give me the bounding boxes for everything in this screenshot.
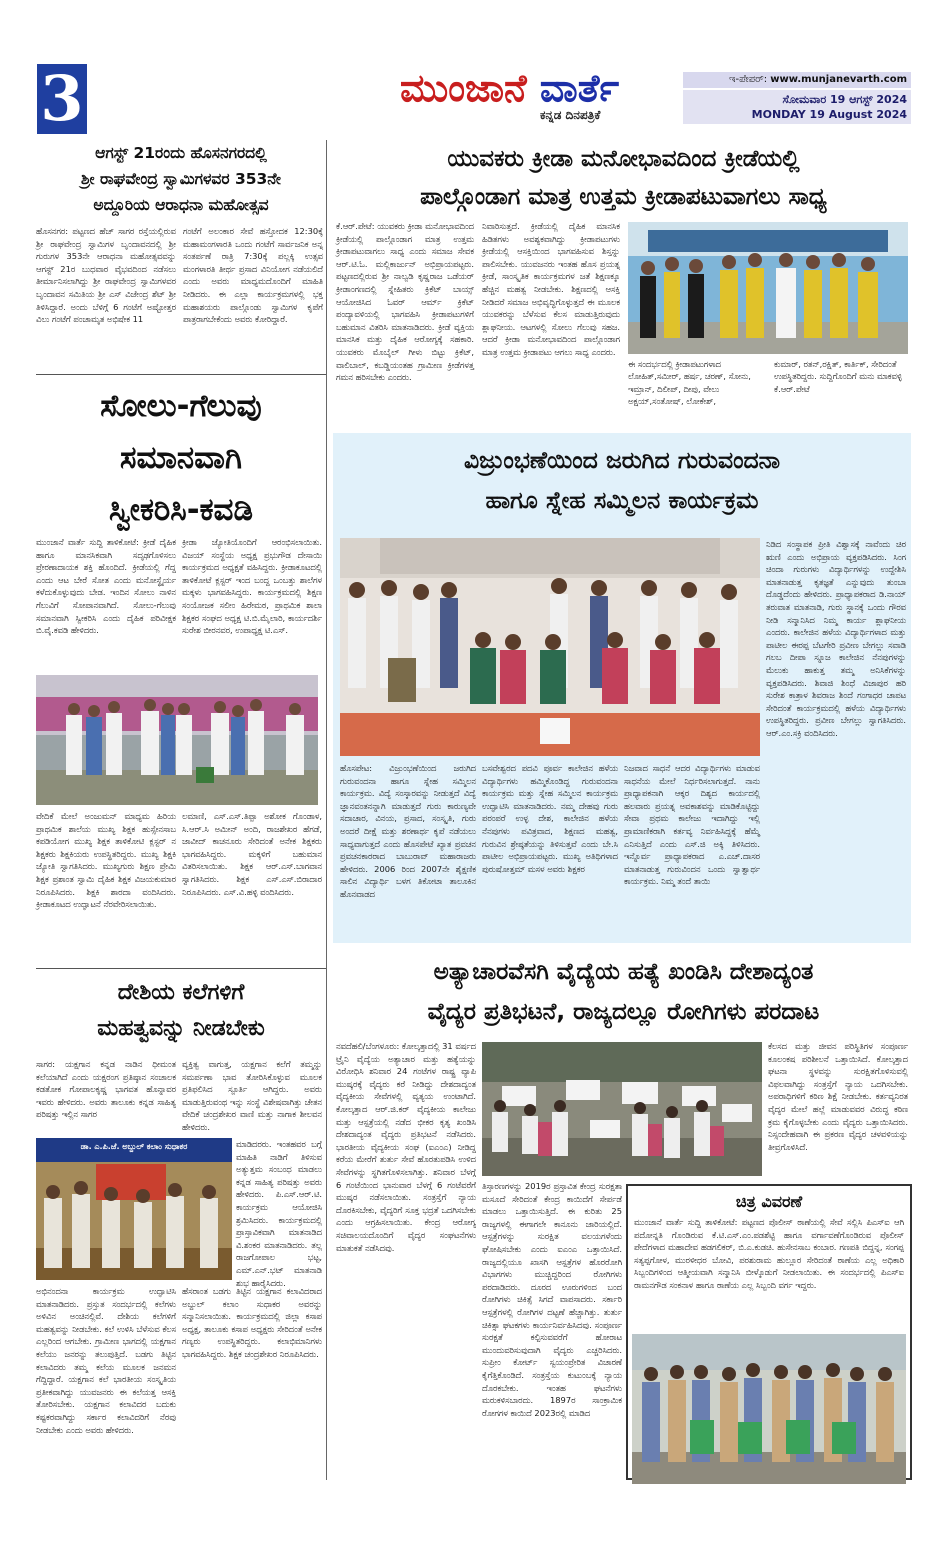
headline-line: ದೇಶಿಯ ಕಲೆಗಳಿಗೆ bbox=[117, 980, 245, 1005]
date-kannada: ಸೋಮವಾರ 19 ಆಗಸ್ಟ್ 2024 bbox=[782, 93, 907, 106]
headline-line: ಯುವಕರು ಕ್ರೀಡಾ ಮನೋಭಾವದಿಂದ ಕ್ರೀಡೆಯಲ್ಲಿ bbox=[447, 146, 800, 172]
headline-line: ವಿಜ್ರುಂಭಣೆಯಿಂದ ಜರುಗಿದ ಗುರುವಂದನಾ bbox=[463, 446, 781, 474]
epaper-label: ಇ-ಪೇಪರ್: bbox=[728, 74, 768, 85]
article-text: ಕ್ರೀಡಾ ಜ್ಯೋತಿಯೊಂದಿಗೆ ಆರಂಭಿಸಲಾಯಿತು. ವಿಜಯ್ ಸಂಸ್ಥೆಯ ಅಧ್ಯಕ್ಷ ಪ್ರಭುಗೌಡ ದೇಸಾಯಿ ಕಾರ್ಯಕ್ರಮದ ಅಧ್ಯಕ್ಷತೆ ವಹಿಸಿದ್ದರು. ಕ್ರೀಡಾಕೂಟದಲ್ಲಿ ತಾಳಿಕೋಟೆ ಕ್ಲಸ್ಟರ್ ಇಂದ ಬಂದ್ದ ಒಂಬತ್ತು ಶಾಲೆಗಳ ಮಕ್ಕಳು ಭಾಗವಹಿಸಿದ್ದರು. ಕಾರ್ಯಕ್ರಮದಲ್ಲಿ ಶಿಕ್ಷಣ ಸಂಯೋಜಕ ಸಲೀಂ ಹಿರೇಮಠ, ಪ್ರಾಥಮಿಕ ಶಾಲಾ ಶಿಕ್ಷಕರ ಸಂಘದ ಅಧ್ಯಕ್ಷ ಟಿ.ಬಿ.ಮೈಲಾರಿ, ಕಾರ್ಯದರ್ಶಿ ಸುರೇಶ ಬೀರನವರ, ಉಪಾಧ್ಯಕ್ಷ ಟಿ.ಎಸ್. bbox=[182, 537, 322, 636]
article-text: ಹೊಸನಗರ: ಪಟ್ಟಣದ ಹೆಚ್ ಸಾಗರ ರಸ್ತೆಯಲ್ಲಿರುವ ಶ್ರೀ ರಾಘವೇಂದ್ರ ಸ್ವಾಮಿಗಳ ಬೃಂದಾವನದಲ್ಲಿ ಶ್ರೀ ಗುರುಗಳ 353ನೇ ಆರಾಧನಾ ಮಹೋತ್ಸವವನ್ನು ಆಗಸ್ಟ್ 21ರ ಬುಧವಾರ ವೈಭವದಿಂದ ನಡೆಸಲು ತೀರ್ಮಾನಿಸಲಾಗಿದ್ದು ಶ್ರೀ ರಾಘವೇಂದ್ರ ಸ್ವಾಮಿಗಳವರ ಬೃಂದಾವನ ಸಮಿತಿಯ ಶ್ರೀ ಎಸ್ ವಿಜೇಂದ್ರ ಶೆಟ್ ಶ್ರೀ ತಿಳಿಸಿದ್ದಾರೆ. ಅಂದು ಬೆಳಿಗ್ಗೆ 6 ಗಂಟೆಗೆ ಅಷ್ಟೋತ್ತರ ವಿಲು ಗಂಟೆಗೆ ಪಂಚಾಮೃತ ಅಭಿಷೇಕ 11 bbox=[36, 226, 176, 325]
headline-deshiya bbox=[36, 975, 326, 1047]
article-text: ಮುಂಜಾನೆ ವಾರ್ತೆ ಸುದ್ದಿ ತಾಳಿಕೋಟೆ: ಕ್ರೀಡೆ ದೈಹಿಕ ಹಾಗೂ ಮಾನಸಿಕವಾಗಿ ಸದೃಢಗೊಳಿಸಲು ಪ್ರೇರಣಾದಾಯಕ ಶಕ್ತಿ ಹೊಂದಿದೆ. ಕ್ರೀಡೆಯಲ್ಲಿ ಗೆದ್ದ ಎಂದು ಆಟ ಬೇರೆ ಸೋತ ಎಂದು ಮನೋಸ್ಥೈರ್ಯ ಕಳೆದುಕೊಳ್ಳುವುದು ಬೇಡ. ಇಂದಿನ ಸೋಲು ನಾಳಿನ ಗೆಲುವಿಗೆ ಸೋಪಾನವಾಗಿದೆ. ಸೋಲು-ಗೆಲುವು ಸಮಾನವಾಗಿ ಸ್ವೀಕರಿಸಿ ಎಂದು ದೈಹಿಕ ಪರಿವೀಕ್ಷಕ ಬಿ.ವೈ.ಕವಡಿ ಹೇಳಿದರು. bbox=[36, 537, 176, 636]
article-text: ನವದೆಹಲಿ/ಬೆಂಗಳೂರು: ಕೋಲ್ಕತ್ತಾದಲ್ಲಿ 31 ವರ್ಷದ ಟ್ರೈನಿ ವೈದ್ಯೆಯ ಅತ್ಯಾಚಾರ ಮತ್ತು ಹತ್ಯೆಯನ್ನು ವಿರೋಧಿಸಿ ಶನಿವಾರ 24 ಗಂಟೆಗಳ ರಾಷ್ಟ್ರ ವ್ಯಾಪಿ ಮುಷ್ಕರಕ್ಕೆ ವೈದ್ಯರು ಕರೆ ನೀಡಿದ್ದು ದೇಶದಾದ್ಯಂತ ವೈದ್ಯಕೀಯ ಸೇವೆಗಳಲ್ಲಿ ವ್ಯತ್ಯಯ ಉಂಟಾಗಿದೆ. ಕೋಲ್ಕತ್ತಾದ ಆರ್.ಜಿ.ಕರ್ ವೈದ್ಯಕೀಯ ಕಾಲೇಜು ಮತ್ತು ಆಸ್ಪತ್ರೆಯಲ್ಲಿ ನಡೆದ ಭೀಕರ ಕೃತ್ಯ ಖಂಡಿಸಿ ದೇಶದಾದ್ಯಂತ ವೈದ್ಯರು ಪ್ರತಿಭಟನೆ ನಡೆಸಿದರು. ಭಾರತೀಯ ವೈದ್ಯಕೀಯ ಸಂಘ (ಐಎಂಎ) ನೀಡಿದ್ದ ಕರೆಯ ಮೇರೆಗೆ ತುರ್ತು ಸೇವೆ ಹೊರತುಪಡಿಸಿ ಉಳಿದ ಸೇವೆಗಳನ್ನು ಸ್ಥಗಿತಗೊಳಿಸಲಾಗಿತ್ತು. ಶನಿವಾರ ಬೆಳಗ್ಗೆ 6 ಗಂಟೆಯಿಂದ ಭಾನುವಾರ ಬೆಳಗ್ಗೆ 6 ಗಂಟೆವರೆಗೆ ಮುಷ್ಕರ ನಡೆಸಲಾಯಿತು. ಸಂತ್ರಸ್ತೆಗೆ ನ್ಯಾಯ ದೊರಕಿಸಬೇಕು, ವೈದ್ಯರಿಗೆ ಸೂಕ್ತ ಭದ್ರತೆ ಒದಗಿಸಬೇಕು ಎಂದು ಆಗ್ರಹಿಸಲಾಯಿತು. ಕೇಂದ್ರ ಆರೋಗ್ಯ ಸಚಿವಾಲಯದೊಂದಿಗೆ ವೈದ್ಯರ ಸಂಘಟನೆಗಳು ಮಾತುಕತೆ ನಡೆಸಿದವು. bbox=[336, 1041, 476, 1253]
article-text: ಗಂಟೆಗೆ ಅಲಂಕಾರ ಸೇವೆ ಹಸ್ತೋದಕ 12:30ಕ್ಕೆ ಮಹಾಮಂಗಳಾರತಿ ಒಂದು ಗಂಟೆಗೆ ಸಾರ್ವಜನಿಕ ಅನ್ನ ಸಂತರ್ಪಣೆ ರಾತ್ರಿ 7:30ಕ್ಕೆ ಪಲ್ಲಕ್ಕಿ ಉತ್ಸವ ಮಂಗಳಾರತಿ ತೀರ್ಥ ಪ್ರಸಾದ ವಿನಿಯೋಗ ನಡೆಯಲಿದೆ ಎಂದು ಅವರು ಮಾಧ್ಯಮದೊಂದಿಗೆ ಮಾಹಿತಿ ನೀಡಿದರು. ಈ ಎಲ್ಲಾ ಕಾರ್ಯಕ್ರಮಗಳಲ್ಲಿ ಭಕ್ತ ಮಹಾಶಯರು ಪಾಲ್ಗೊಂಡು ಸ್ವಾಮಿಗಳ ಕೃಪೆಗೆ ಪಾತ್ರರಾಗಬೇಕೆಂದು ಅವರು ಕೋರಿದ್ದಾರೆ. bbox=[183, 226, 323, 325]
section-rule bbox=[36, 968, 326, 969]
photo-yakshagana bbox=[36, 1138, 232, 1280]
headline-line: ಆಗಸ್ಟ್ 21ರಂದು ಹೊಸನಗರದಲ್ಲಿ bbox=[95, 144, 267, 162]
date-band bbox=[683, 90, 911, 124]
website-link[interactable]: www.munjanevarth.com bbox=[770, 74, 907, 85]
section-rule bbox=[36, 374, 326, 375]
title-part-1: ಮುಂಜಾನೆ bbox=[400, 65, 527, 110]
box-title: ಚಿತ್ರ ವಿವರಣೆ bbox=[735, 1192, 803, 1211]
article-text: ಅಭಿನಂದನಾ ಕಾರ್ಯಕ್ರಮ ಉದ್ಘಾಟಿಸಿ ಮಾತನಾಡಿದರು. ಪ್ರಸ್ತುತ ಸಂದರ್ಭದಲ್ಲಿ ಕಲೆಗಳು ಅಳಿವಿನ ಅಂಚಿನಲ್ಲಿವೆ. ದೇಶಿಯ ಕಲೆಗಳಿಗೆ ಮಹತ್ವವನ್ನು ನೀಡಬೇಕು. ಕಲೆ ಉಳಿಸಿ ಬೆಳೆಸುವ ಕೆಲಸ ಎಲ್ಲರಿಂದ ಆಗಬೇಕು. ಗ್ರಾಮೀಣ ಭಾಗದಲ್ಲಿ ಯಕ್ಷಗಾನ ಕಲೆಯು ಜನರನ್ನು ತಲುಪುತ್ತಿದೆ. ಬಡಗು ತಿಟ್ಟಿನ ಕಲಾವಿದರು ತಮ್ಮ ಕಲೆಯ ಮೂಲಕ ಜನಮನ ಗೆದ್ದಿದ್ದಾರೆ. ಯಕ್ಷಗಾನ ಕಲೆ ಭಾರತೀಯ ಸಂಸ್ಕೃತಿಯ ಪ್ರತೀಕವಾಗಿದ್ದು ಯುವಜನರು ಈ ಕಲೆಯತ್ತ ಆಸಕ್ತಿ ತೋರಿಸಬೇಕು. ಯಕ್ಷಗಾನ ಕಲಾವಿದರ ಬದುಕು ಕಷ್ಟಕರವಾಗಿದ್ದು ಸರ್ಕಾರ ಕಲಾವಿದರಿಗೆ ನೆರವು ನೀಡಬೇಕು ಎಂದು ಅವರು ಹೇಳಿದರು. bbox=[36, 1286, 176, 1435]
article-text: ಹೊಸಪೇಟ: ವಿಜ್ರುಂಭಣೆಯಿಂದ ಜರುಗಿದ ಗುರುವಂದನಾ ಹಾಗೂ ಸ್ನೇಹ ಸಮ್ಮಿಲನ ಕಾರ್ಯಕ್ರಮ. ವಿದ್ಯೆ ಸಂಸ್ಕಾರವನ್ನು ನೀಡುತ್ತದೆ ವಿದ್ಯೆ ಜ್ಞಾನವಂತನನ್ನಾಗಿ ಮಾಡುತ್ತದೆ ಗುರು ಕಾರುಣ್ಯವೇ ಸದಾಚಾರ, ವಿನಯ, ಪ್ರಸಾದ, ಸಂಸ್ಕೃತಿ, ಗುರು ಅಂದರೆ ದೀಕ್ಷೆ ಮತ್ತು ಶರಣಾರ್ಥ ಕೃಪೆ ನಡೆಯಲು ಸಾಧ್ಯವಾಗುತ್ತದೆ ಎಂದು ಹೊಸಪೇಟೆ ಖ್ಯಾತ ಪ್ರವಚನ ಪ್ರವಚನಕಾರರಾದ ಬಾಬುರಾವ್ ಮಹಾರಾಜರು ಹೇಳಿದರು. 2006 ರಿಂದ 2007ನೇ ಶೈಕ್ಷಣಿಕ ಸಾಲಿನ ವಿದ್ಯಾರ್ಥಿ ಬಳಗ ತಿಕೋಟಾ ತಾಲೂಕಿನ ಹೊನವಾಡದ bbox=[340, 763, 476, 899]
headline-solu bbox=[36, 380, 326, 536]
article-text: ನಿಡಿದ ಸಂಸ್ಥಾಪಕ ಪ್ರೀತಿ ವಿಶ್ವಾಸಕ್ಕೆ ನಾವೆಂದು ಚಿರ ಋಣಿ ಎಂದು ಅಭಿಪ್ರಾಯ ವ್ಯಕ್ತಪಡಿಸಿದರು. ಸಿಂಗ ಚಿಂದಾ ಗುರುಗಳು ವಿದ್ಯಾರ್ಥಿಗಳನ್ನು ಉದ್ದೇಶಿಸಿ ಮಾತನಾಡುತ್ತ ಕೃತಜ್ಞತೆ ಎನ್ನುವುದು ತುಂಬಾ ದೊಡ್ಡದೆಂದು ಹೇಳಿದರು. ಪ್ರಾಧ್ಯಾಪಕರಾದ ಡಿ.ನಾಯ್ ತರುವಾತ ಮಾತನಾಡಿ, ಗುರು ಸ್ಥಾನಕ್ಕೆ ಒಂದು ಗೌರವ ನೀಡಿ ಸನ್ಮಾನಿಸಿದ ನಿಮ್ಮ ಕಾರ್ಯ ಶ್ಲಾಘನೀಯ ಎಂದರು. ಕಾಲೇಜಿನ ಹಳೆಯ ವಿದ್ಯಾರ್ಥಿಗಳಾದ ಮತ್ತು ಪಾಟೀಲ ಈರಪ್ಪ ಬೆಟಗೇರಿ ಪ್ರವೀಣ ಬೇಗಲ್ಲು ಸವಾಡಿ ಗಲಬ ದೀಪಾ ಸ್ನೂಜ ಕಾಲೇಜಿನ ನೆನಪುಗಳನ್ನು ಮೆಲುಕು ಹಾಕುತ್ತ ತಮ್ಮ ಅನಿಸಿಕೆಗಳನ್ನು ವ್ಯಕ್ತಪಡಿಸಿದರು. ಶಿವಾಜಿ ಶಿಂಧೆ ವಿಜಾಪುರ ಹರಿ ಸುರೇಶ ಕಾತ್ರಾಳ ಶಿವರಾಜ ಶಿಂದೆ ಗಂಗಾಧರ ಚಾಪಟ ಸೇರಿದಂತೆ ಕಾರ್ಯಕ್ರಮದಲ್ಲಿ ಹಳೆಯ ವಿದ್ಯಾರ್ಥಿಗಳು ಉಪಸ್ಥಿತರಿದ್ದರು. ಪ್ರವೀಣ ಬೇಗಲ್ಲು ಸ್ವಾಗತಿಸಿದರು. ಆರ್.ಎಂ.ಸಕ್ರಿ ವಂದಿಸಿದರು. bbox=[766, 539, 906, 738]
headline-line: ಪಾಲ್ಗೊಂಡಾಗ ಮಾತ್ರ ಉತ್ತಮ ಕ್ರೀಡಾಪಟುವಾಗಲು ಸಾಧ್ಯ bbox=[420, 184, 827, 210]
headline-line: ಅದ್ದೂರಿಯ ಆರಾಧನಾ ಮಹೋತ್ಸವ bbox=[93, 196, 269, 214]
headline-guruvandana bbox=[336, 440, 908, 520]
photo-caption: ಕುಮಾರ್, ರತನ್,ರಕ್ಷಿತ್, ಕಾರ್ತಿಕ್, ಸೇರಿದಂತೆ ಉಪಸ್ಥಿತರಿದ್ದರು. ಸುದ್ದಿಗೊಂದಿಗೆ ಮನು ಮಾಕವಳ್ಳಿ ಕೆ.ಆರ್.ಪೇಟೆ bbox=[774, 359, 902, 394]
photo-description-box bbox=[626, 1184, 912, 1480]
headline-line: ಅತ್ಯಾಚಾರವೆಸಗಿ ವೈದ್ಯೆಯ ಹತ್ಯೆ ಖಂಡಿಸಿ ದೇಶಾದ್ಯಂತ bbox=[433, 959, 814, 985]
date-english: MONDAY 19 August 2024 bbox=[751, 108, 907, 121]
photo-banner-text: ಡಾ. ಎ.ಪಿ.ಜೆ. ಅಬ್ದುಲ್ ಕಲಾಂ ಸುಧಾಕರ bbox=[80, 1142, 188, 1151]
article-text: ವೇದಿಕೆ ಮೇಲೆ ಅಂಜುಮನ್ ಮಾಧ್ಯಮ ಹಿರಿಯ ಪ್ರಾಥಮಿಕ ಶಾಲೆಯ ಮುಖ್ಯ ಶಿಕ್ಷಕ ಹುಸ್ಸೇನಸಾಬ ಕಪಡಿಯೋಗ ಮುಖ್ಯ ಶಿಕ್ಷಕ ತಾಳಿಕೋಟಿ ಕ್ಲಸ್ಟರ್ ನ ಶಿಕ್ಷಕರು ಶಿಕ್ಷಕಿಯರು ಉಪಸ್ಥಿತರಿದ್ದರು. ಮುಖ್ಯ ಶಿಕ್ಷಕಿ ಜ್ಯೋತಿ ಸ್ವಾಗತಿಸಿದರು. ಮುಖ್ಯಗುರು ಶಿಕ್ಷಣ ಪ್ರೇಮಿ ಶಿಕ್ಷಕ ಪ್ರಶಾಂತ ಸ್ವಾಮಿ ದೈಹಿಕ ಶಿಕ್ಷಕ ವಿಜಯಕುಮಾರ ನಿರೂಪಿಸಿದರು. ಶಿಕ್ಷಕಿ ಶಾರದಾ ವಂದಿಸಿದರು. ಕ್ರೀಡಾಕೂಟದ ಉದ್ಘಾಟನೆ ನೆರವೇರಿಸಲಾಯಿತು. bbox=[36, 811, 176, 910]
headline-doctor bbox=[336, 952, 911, 1032]
article-text: ಹೆಸರಾಂತ ಬಡಗು ತಿಟ್ಟಿನ ಯಕ್ಷಗಾನ ಕಲಾವಿದರಾದ ಅಬ್ದುಲ್ ಕಲಾಂ ಸುಧಾಕರ ಅವರನ್ನು ಸನ್ಮಾನಿಸಲಾಯಿತು. ಕಾರ್ಯಕ್ರಮದಲ್ಲಿ ಜಿಲ್ಲಾ ಕಸಾಪ ಅಧ್ಯಕ್ಷ, ತಾಲೂಕು ಕಸಾಪ ಅಧ್ಯಕ್ಷರು ಸೇರಿದಂತೆ ಅನೇಕ ಗಣ್ಯರು ಉಪಸ್ಥಿತರಿದ್ದರು. ಕಲಾಭಿಮಾನಿಗಳು ಭಾಗವಹಿಸಿದ್ದರು. ಶಿಕ್ಷಕ ಚಂದ್ರಶೇಖರ ನಿರೂಪಿಸಿದರು. bbox=[182, 1286, 322, 1359]
newspaper-title bbox=[400, 66, 670, 110]
headline bbox=[36, 140, 326, 218]
headline-line: ಹಾಗೂ ಸ್ನೇಹ ಸಮ್ಮಿಲನ ಕಾರ್ಯಕ್ರಮ bbox=[485, 486, 759, 514]
headline-line: ಶ್ರೀ ರಾಘವೇಂದ್ರ ಸ್ವಾಮಿಗಳವರ 353ನೇ bbox=[80, 170, 282, 188]
headline-sports bbox=[336, 140, 911, 216]
article-text: ಬಸವೇಶ್ವರದ ಪದವಿ ಪೂರ್ವ ಕಾಲೇಜಿನ ಹಳೆಯ ವಿದ್ಯಾರ್ಥಿಗಳು ಹಮ್ಮಿಕೊಂಡಿದ್ದ ಗುರುವಂದನಾ ಕಾರ್ಯಕ್ರಮ ಮತ್ತು ಸ್ನೇಹ ಸಮ್ಮಿಲನ ಕಾರ್ಯಕ್ರಮ ಉದ್ಘಾಟಿಸಿ ಮಾತನಾಡಿದರು. ನಮ್ಮ ದೇಹವು ಗುರು ಪರಂಪರೆ ಉಳ್ಳ ದೇಶ, ಕಾಲೇಜಿನ ಹಳೆಯ ನೆನಪುಗಳು ಪವಿತ್ರವಾದ, ಶಿಕ್ಷಣದ ಮಹತ್ವ, ಗುರುವಿನ ಶ್ರೇಷ್ಠತೆಯನ್ನು ತಿಳಿಸುತ್ತವೆ ಎಂದು ಬೇ.ಸಿ ಪಾಟೀಲ ಅಭಿಪ್ರಾಯಪಟ್ಟರು. ಮುಖ್ಯ ಅತಿಥಿಗಳಾದ ಪುರುಷೋತ್ತಮ್ ಮಸಳ ಅವರು ಶಿಕ್ಷಕರ bbox=[482, 763, 618, 874]
headline-line: ವೈದ್ಯರ ಪ್ರತಿಭಟನೆ, ರಾಜ್ಯದಲ್ಲೂ ರೋಗಿಗಳು ಪರದಾಟ bbox=[427, 999, 820, 1025]
photo-doctor-protest bbox=[482, 1042, 762, 1176]
epaper-band bbox=[683, 72, 911, 88]
headline-line: ಸೋಲು-ಗೆಲುವು bbox=[100, 388, 262, 424]
headline-line: ಸಮಾನವಾಗಿ bbox=[120, 440, 242, 476]
article-text: ಮಾಡಿದರರು. ಇಂತಹವರ ಬಗ್ಗೆ ಮಾಹಿತಿ ನಾಡಿಗೆ ತಿಳಿಸುವ ಅತ್ಯುತ್ತಮ ಸಂಬಂಧ ಮಾಡಲು ಕನ್ನಡ ಸಾಹಿತ್ಯ ಪರಿಷತ್ತು ಅವರು ಹೇಳಿದರು. ಪಿ.ಎಸ್.ಆರ್.ಟಿ. ಕಾರ್ಯಕ್ರಮ ಆಯೋಜಿಸಿ ಶ್ರಮಿಸಿದರು. ಕಾರ್ಯಕ್ರಮದಲ್ಲಿ ಪ್ರಾಸ್ತಾವಿಕವಾಗಿ ಮಾತನಾಡಿದ ವಿ.ಶಂಕರ ಮಾತನಾಡಿದರು. ತಲ್ಲ ರಾಜಗೋಪಾಲ ಭಟ್ಟ, ಎಮ್.ಎನ್.ಭಟ್ ಮಾತನಾಡಿ ಶುಭ ಹಾರೈಸಿದರು. bbox=[236, 1139, 322, 1288]
article-raghavendra bbox=[36, 140, 326, 218]
article-text: ತಿಸ್ತಾರಣಗಳನ್ನು 2019ರ ಪ್ರಸ್ತಾವಿತ ಕೇಂದ್ರ ಸುರಕ್ಷತಾ ಮಸೂದೆ ಸೇರಿದಂತೆ ಕೇಂದ್ರ ಕಾಯಿದೆಗೆ ಸೇರ್ಪಡೆ ಮಾಡಲು ಒತ್ತಾಯಿಸುತ್ತಿದೆ. ಈ ಕುರಿತು 25 ರಾಜ್ಯಗಳಲ್ಲಿ ಈಗಾಗಲೇ ಕಾನೂನು ಜಾರಿಯಲ್ಲಿದೆ. ಆಸ್ಪತ್ರೆಗಳನ್ನು ಸುರಕ್ಷಿತ ವಲಯಗಳೆಂದು ಘೋಷಿಸಬೇಕು ಎಂದು ಐಎಂಎ ಒತ್ತಾಯಿಸಿದೆ. ರಾಜ್ಯದಲ್ಲಿಯೂ ಖಾಸಗಿ ಆಸ್ಪತ್ರೆಗಳ ಹೊರರೋಗಿ ವಿಭಾಗಗಳು ಮುಚ್ಚಿದ್ದರಿಂದ ರೋಗಿಗಳು ಪರದಾಡಿದರು. ದೂರದ ಊರುಗಳಿಂದ ಬಂದ ರೋಗಿಗಳು ಚಿಕಿತ್ಸೆ ಸಿಗದೆ ವಾಪಸಾದರು. ಸರ್ಕಾರಿ ಆಸ್ಪತ್ರೆಗಳಲ್ಲಿ ರೋಗಿಗಳ ದಟ್ಟಣೆ ಹೆಚ್ಚಾಗಿತ್ತು. ತುರ್ತು ಚಿಕಿತ್ಸಾ ಘಟಕಗಳು ಕಾರ್ಯನಿರ್ವಹಿಸಿದವು. ಸಂಪೂರ್ಣ ಸುರಕ್ಷತೆ ಕಲ್ಪಿಸುವವರೆಗೆ ಹೋರಾಟ ಮುಂದುವರಿಸುವುದಾಗಿ ವೈದ್ಯರು ಎಚ್ಚರಿಸಿದರು. ಸುಪ್ರೀಂ ಕೋರ್ಟ್ ಸ್ವಯಂಪ್ರೇರಿತ ವಿಚಾರಣೆ ಕೈಗೆತ್ತಿಕೊಂಡಿದೆ. ಸಂತ್ರಸ್ತೆಯ ಕುಟುಂಬಕ್ಕೆ ನ್ಯಾಯ ದೊರಕಬೇಕು. ಇಂತಹ ಘಟನೆಗಳು ಮರುಕಳಿಸಬಾರದು. 1897ರ ಸಾಂಕ್ರಾಮಿಕ ರೋಗಗಳ ಕಾಯಿದೆ 2023ರಲ್ಲಿ ಮಾಡಿದ bbox=[482, 1181, 622, 1418]
tagline: ಕನ್ನಡ ದಿನಪತ್ರಿಕೆ bbox=[540, 108, 601, 122]
article-text: ಲಮಾಣಿ, ಎಸ್.ಎಸ್.ತಿಪ್ಪಾ ಅಶೋಕ ಗೊಂಡಾಳ, ಸಿ.ಆರ್.ಸಿ ಅಮೀನ್ ಅಂದಿ, ರಾಜಶೇಖರ ಹೆಗಡೆ, ಜಾವೀದ್ ಕಾಚನೂರು ಸೇರಿದಂತೆ ಅನೇಕ ಶಿಕ್ಷಕರು ಭಾಗವಹಿಸಿದ್ದರು. ಮಕ್ಕಳಿಗೆ ಬಹುಮಾನ ವಿತರಿಸಲಾಯಿತು. ಶಿಕ್ಷಕ ಆರ್.ಎಸ್.ಬಾಗವಾನ ಸ್ವಾಗತಿಸಿದರು. ಶಿಕ್ಷಕ ಎಸ್.ಎಸ್.ಬಿರಾದಾರ ನಿರೂಪಿಸಿದರು. ಎಸ್.ವಿ.ಹಳ್ಳಿ ವಂದಿಸಿದರು. bbox=[182, 811, 322, 897]
column-rule bbox=[326, 140, 327, 1480]
box-text: ಮುಂಜಾನೆ ವಾರ್ತೆ ಸುದ್ದಿ ತಾಳಿಕೋಟೆ: ಪಟ್ಟಣದ ಪೊಲೀಸ್ ಠಾಣೆಯಲ್ಲಿ ಸೇವೆ ಸಲ್ಲಿಸಿ ಪಿಎಸ್ಐ ಆಗಿ ಪದೋನ್ನತಿ ಗೊಂಡಿರುವ ಕೆ.ಟಿ.ಎಸ್.ಎಂ.ಪಡಶೆಟ್ಟಿ ಹಾಗೂ ವರ್ಗಾವಣೆಗೊಂಡಿರುವ ಪೊಲೀಸ್ ಪೇದೆಗಳಾದ ಮಹಾದೇವ ಹಡಗಲಿಕರ್, ಬಿ.ಎ.ಕುಡಚಿ. ಹುಸೇನಸಾಬ ಕಂಬಾರ. ಗಣಪತಿ ಬಿದ್ದನ್ನ, ಸಂಗಪ್ಪ ಸತ್ಯಪ್ಪಗೋಳ, ಮುರಳೀಧರ ಬೋವಿ, ಪರಶುರಾಮ ಹುಲ್ಲೂರ ಸೇರಿದಂತೆ ಠಾಣೆಯ ಎಲ್ಲ ಅಧಿಕಾರಿ ಸಿಬ್ಬಂದಿಗಳಿಂದ ಆತ್ಮೀಯವಾಗಿ ಸನ್ಮಾನಿಸಿ ಬೀಳ್ಕೊಡುಗೆ ನೀಡಲಾಯಿತು. ಈ ಸಂದರ್ಭದಲ್ಲಿ ಪಿಎಸ್ಐ ರಾಮನಗೌಡ ಸಂಕನಾಳ ಹಾಗೂ ಠಾಣೆಯ ಎಲ್ಲ ಸಿಬ್ಬಂದಿ ವರ್ಗ ಇದ್ದರು. bbox=[634, 1217, 904, 1290]
headline-line: ಮಹತ್ವವನ್ನು ನೀಡಬೇಕು bbox=[97, 1016, 265, 1041]
title-part-2: ವಾರ್ತೆ bbox=[539, 65, 620, 110]
page-number: 3 bbox=[37, 64, 87, 134]
article-text: ಕೆಲಸದ ಮತ್ತು ಜೀವನ ಪರಿಸ್ಥಿತಿಗಳ ಸಂಪೂರ್ಣ ಕೂಲಂಕಷ ಪರಿಶೀಲನೆ ಒತ್ತಾಯಿಸಿದೆ. ಕೋಲ್ಕತ್ತಾದ ಘಟನಾ ಸ್ಥಳವನ್ನು ಸುರಕ್ಷಿತಗೊಳಿಸುವಲ್ಲಿ ವಿಫಲವಾಗಿದ್ದು ಸಂತ್ರಸ್ತೆಗೆ ನ್ಯಾಯ ಒದಗಿಸಬೇಕು. ಅಪರಾಧಿಗಳಿಗೆ ಕಠಿಣ ಶಿಕ್ಷೆ ನೀಡಬೇಕು. ಕರ್ತವ್ಯನಿರತ ವೈದ್ಯರ ಮೇಲೆ ಹಲ್ಲೆ ಮಾಡುವವರ ವಿರುದ್ಧ ಕಠಿಣ ಕ್ರಮ ಕೈಗೊಳ್ಳಬೇಕು ಎಂದು ವೈದ್ಯರು ಒತ್ತಾಯಿಸಿದರು. ನಿಸ್ಸಂದೇಹವಾಗಿ ಈ ಪ್ರಕರಣ ವೈದ್ಯರ ಚಳವಳಿಯನ್ನು ತೀವ್ರಗೊಳಿಸಿದೆ. bbox=[768, 1041, 908, 1152]
article-text: ಸಾಗರ: ಯಕ್ಷಗಾನ ಕನ್ನಡ ನಾಡಿನ ಧೀಮಂತ ಕಲೆಯಾಗಿದೆ ಎಂದು ಯಕ್ಷರಂಗ ಪ್ರತಿಷ್ಠಾನ ಸಂಚಾಲಕ ಕಡತೋಕ ಗೋಪಾಲಕೃಷ್ಣ ಭಾಗವತ ಹೊನ್ನಾವರ ಇವರು ಹೇಳಿದರು. ಅವರು ತಾಲೂಕು ಕನ್ನಡ ಸಾಹಿತ್ಯ ಪರಿಷತ್ತು ಇಲ್ಲಿನ ಸಾಗರ bbox=[36, 1059, 176, 1120]
headline-line: ಸ್ವೀಕರಿಸಿ-ಕವಡಿ bbox=[109, 492, 253, 528]
article-text: ವ್ಯಕ್ತಿತ್ವ ವಾಗುತ್ತ, ಯಕ್ಷಗಾನ ಕಲೆಗೆ ತಮ್ಮನ್ನು ಸಮರ್ಪಣಾ ಭಾವ ತೋರಿಸಿಕೊಳ್ಳುವ ಮೂಲಕ ಪ್ರತಿಫಲಿಸಿದ ಸ್ಪೂರ್ತಿ ಆಗಿದ್ದರು. ಅವರು ಮಾಡುತ್ತಿರುವಂಥ ಇನ್ನು ಸಂಸ್ಥೆ ವಿಶೇಷವಾಗಿತ್ತು ಚೇತನ ವೇದಿಕೆ ಚಂದ್ರಶೇಖರ ವಾಣಿ ಮತ್ತು ನಾಗಾಕ ಶೀಲವನ ಹೇಳಿದರು. bbox=[182, 1059, 322, 1132]
photo-cricket-team bbox=[628, 222, 908, 354]
photo-caption: ಈ ಸಂದರ್ಭದಲ್ಲಿ ಕ್ರೀಡಾಪಟುಗಳಾದ ಲೋಹಿತ್,ಸಮೀರ್, ಹರ್ಷ, ಚರಣ್, ಸೋನು, ಇಮ್ರಾನ್, ದಿಲೀಪ್, ದೀಪು, ವೇಲು ಅಕ್ಷಯ್,ಸಂತೋಷ್, ಲೋಕೇಶ್, bbox=[628, 359, 751, 407]
article-text: ನಿವಾರಿಸುತ್ತದೆ. ಕ್ರೀಡೆಯಲ್ಲಿ ದೈಹಿಕ ಮಾನಸಿಕ ಹಿಡಿತಗಳು ಅವಶ್ಯಕವಾಗಿದ್ದು ಕ್ರೀಡಾಪಟುಗಳು ಕ್ರೀಡೆಯಲ್ಲಿ ಆಸಕ್ತಿಯಿಂದ ಭಾಗವಹಿಸುವ ಶಿಸ್ತನ್ನು ಪಾಲಿಸಬೇಕು. ಯುವಜನರು ಇಂತಹ ಹೊಸ ಪ್ರಯತ್ನ ಕ್ರೀಡೆ, ಸಾಂಸ್ಕೃತಿಕ ಕಾರ್ಯಕ್ರಮಗಳ ಜತೆ ಶಿಕ್ಷಣಕ್ಕೂ ಹೆಚ್ಚಿನ ಮಹತ್ವ ನೀಡಬೇಕು. ಶಿಕ್ಷಣದಲ್ಲಿ ಆಸಕ್ತಿ ನೀಡಿದರೆ ಸಮಾಜ ಅಭಿವೃದ್ಧಿಗೊಳ್ಳುತ್ತದೆ ಈ ಮೂಲಕ ಯುವಕರನ್ನು ಬೆಳೆಸುವ ಕೆಲಸ ಮಾಡುತ್ತಿರುವುದು ಶ್ಲಾಘನೀಯ. ಆಟಗಳಲ್ಲಿ ಸೋಲು ಗೆಲುವು ಸಹಜ. ಆದರೆ ಕ್ರೀಡಾ ಮನೋಭಾವದಿಂದ ಪಾಲ್ಗೊಂಡಾಗ ಮಾತ್ರ ಉತ್ತಮ ಕ್ರೀಡಾಪಟು ಆಗಲು ಸಾಧ್ಯ ಎಂದರು. bbox=[482, 221, 620, 357]
article-text: ಕೆ.ಆರ್.ಪೇಟೆ: ಯುವಕರು ಕ್ರೀಡಾ ಮನೋಭಾವದಿಂದ ಕ್ರೀಡೆಯಲ್ಲಿ ಪಾಲ್ಗೊಂಡಾಗ ಮಾತ್ರ ಉತ್ತಮ ಕ್ರೀಡಾಪಟುವಾಗಲು ಸಾಧ್ಯ ಎಂದು ಸಮಾಜ ಸೇವಕ ಆರ್.ಟಿ.ಓ. ಮಲ್ಲಿಕಾರ್ಜುನ್ ಅಭಿಪ್ರಾಯಪಟ್ಟರು. ಪಟ್ಟಣದಲ್ಲಿರುವ ಶ್ರೀ ನಾಲ್ವಡಿ ಕೃಷ್ಣರಾಜ ಒಡೆಯರ್ ಕ್ರೀಡಾಂಗಣದಲ್ಲಿ ಸ್ನೇಹಿತರು ಕ್ರಿಕೆಟ್ ಬಾಯ್ಸ್ ಆಯೋಜಿಸಿದ ಓವರ್ ಆರ್ಮ್ ಕ್ರಿಕೆಟ್ ಪಂದ್ಯಾವಳಿಯಲ್ಲಿ ಭಾಗವಹಿಸಿ ಕ್ರೀಡಾಪಟುಗಳಿಗೆ ಬಹುಮಾನ ವಿತರಿಸಿ ಮಾತನಾಡಿದರು. ಕ್ರೀಡೆ ವ್ಯಕ್ತಿಯ ಮಾನಸಿಕ ಮತ್ತು ದೈಹಿಕ ಆರೋಗ್ಯಕ್ಕೆ ಸಹಕಾರಿ. ಯುವಕರು ಮೊಬೈಲ್ ಗೀಳು ಬಿಟ್ಟು ಕ್ರಿಕೆಟ್, ವಾಲಿಬಾಲ್, ಕಬಡ್ಡಿಯಂತಹ ಗ್ರಾಮೀಣ ಕ್ರೀಡೆಗಳತ್ತ ಗಮನ ಹರಿಸಬೇಕು ಎಂದರು. bbox=[336, 221, 474, 383]
photo-sports-event bbox=[36, 675, 318, 805]
article-text: ನಿಜವಾದ ಸಾಧನೆ ಆದರ ವಿದ್ಯಾರ್ಥಿಗಳು ಮಾಡುವ ಸಾಧನೆಯ ಮೇಲೆ ನಿರ್ಧರಿಸಲಾಗುತ್ತದೆ. ನಾನು ಪ್ರಾಧ್ಯಾಪಕನಾಗಿ ಆಕ್ಕರ ದಿಶ್ಯದ ಕಾರ್ಯದಲ್ಲಿ ಹಲವಾರು ಪ್ರಯತ್ನ ಅವಕಾಶವನ್ನು ಮಾಡಿಕೊಟ್ಟಿದ್ದು ಸೇವಾ ಪ್ರಥಮ ಕಾಲೇಜು ಇದಾಗಿದ್ದು ಇಲ್ಲಿ ಪ್ರಾಮಾಣಿಕರಾಗಿ ಕರ್ತವ್ಯ ನಿರ್ವಹಿಸಿದ್ದಕ್ಕೆ ಹೆಮ್ಮೆ ಎನಿಸುತ್ತಿದೆ ಎಂದು ಎಸ್.ಜಿ ಅಕ್ಕಿ ತಿಳಿಸಿದರು. ಇನ್ನೊರ್ವ ಪ್ರಾಧ್ಯಾಪಕರಾದ ಎ.ಎಚ್.ದಾಸರ ಮಾತನಾಡುತ್ತ ಗುರುವಿಂದನ ಒಂದು ಸ್ವಾತ್ವಾರ್ಥ ಕಾರ್ಯಕ್ರಮ. ನಿಮ್ಮ ತಂದೆ ತಾಯಿ bbox=[624, 763, 760, 887]
photo-police-felicitation bbox=[632, 1334, 906, 1484]
photo-group-teachers bbox=[340, 538, 760, 756]
